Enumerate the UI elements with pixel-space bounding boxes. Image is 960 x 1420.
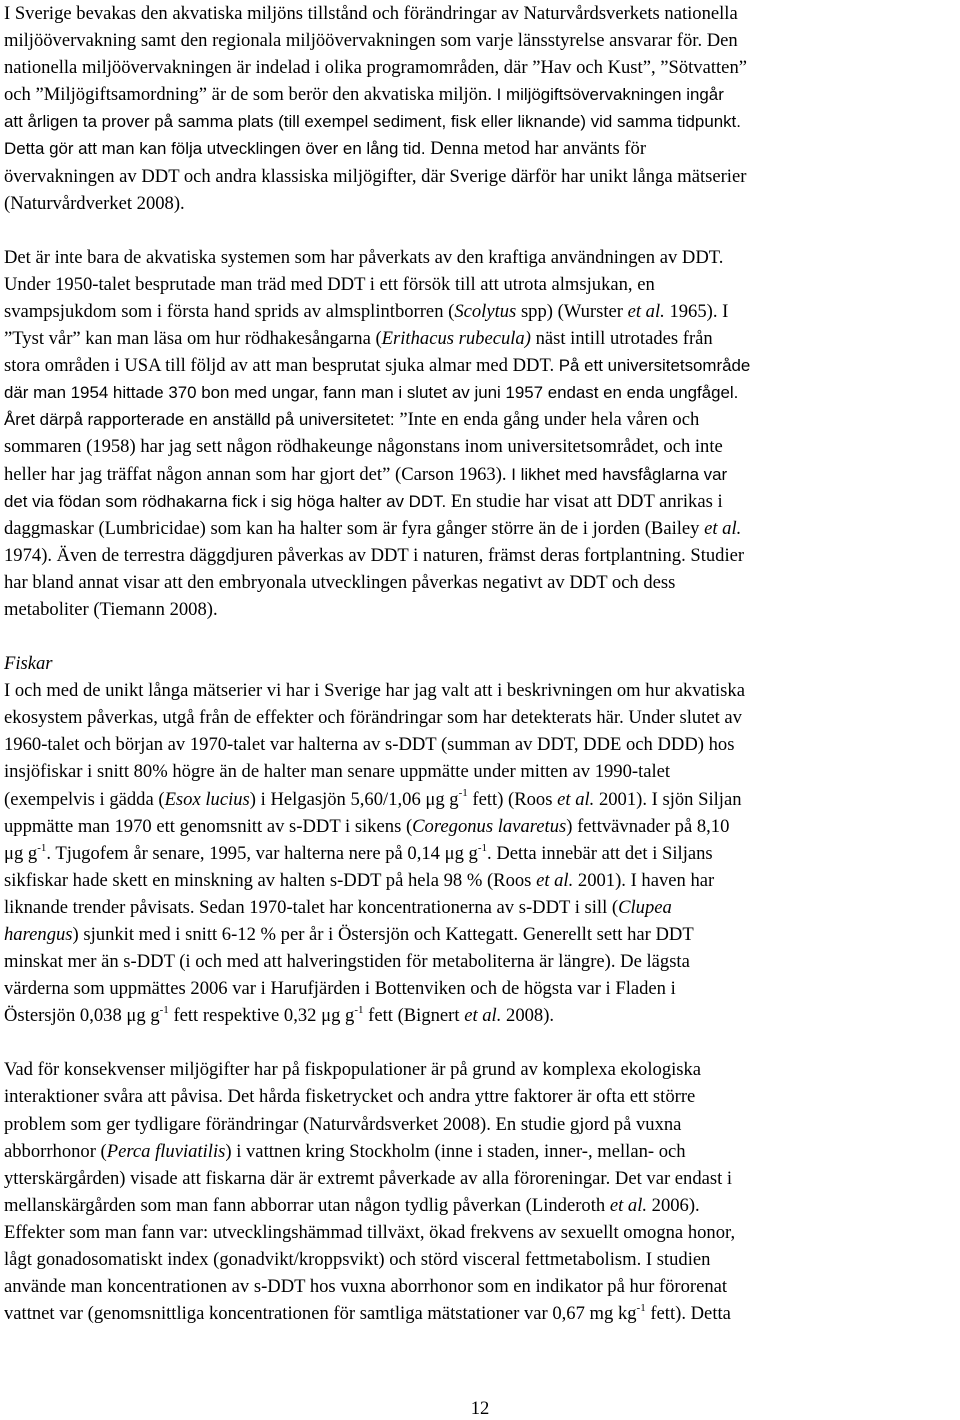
text-run: interaktioner svåra att påvisa. Det hårda fisketrycket och andra yttre faktorer är ofta ett större xyxy=(4,1086,696,1108)
text-line xyxy=(4,786,956,813)
text-line xyxy=(4,271,956,298)
text-line xyxy=(4,27,956,54)
page-number: 12 xyxy=(470,1398,490,1419)
text-run: liknande trender påvisats. Sedan 1970-talet har koncentrationerna av s-DDT i sill ( xyxy=(4,896,619,918)
text-line xyxy=(4,677,956,704)
text-run: I likhet med havsfåglarna var xyxy=(511,464,728,484)
text-line xyxy=(4,596,956,623)
text-line xyxy=(4,921,956,948)
italic-text: Erithacus rubecula) xyxy=(381,328,531,350)
text-line xyxy=(4,352,956,379)
text-run: insjöfiskar i snitt 80% högre än de halter man senare uppmätte under mitten av 1990-talet xyxy=(4,761,671,783)
text-line xyxy=(4,298,956,325)
italic-text: Clupea xyxy=(618,896,672,918)
text-line xyxy=(4,867,956,894)
text-run: ) fettvävnader på 8,10 xyxy=(566,815,730,837)
text-line xyxy=(4,758,956,785)
italic-text: et al. xyxy=(627,300,665,322)
superscript: -1 xyxy=(354,1004,364,1017)
italic-text: et al. xyxy=(704,517,742,539)
text-run: svampsjukdom som i första hand sprids av almsplintborren ( xyxy=(4,300,455,322)
superscript: -1 xyxy=(159,1004,169,1017)
text-run: Vad för konsekvenser miljögifter har på fiskpopulationer är på grund av komplexa ekologiska xyxy=(4,1059,702,1081)
text-run: ytterskärgården) visade att fiskarna där är extremt påverkade av alla föroreningar. Det var endast i xyxy=(4,1167,733,1189)
text-run: fett) (Roos xyxy=(467,788,558,810)
text-run: spp) (Wurster xyxy=(516,300,628,322)
italic-text: Coregonus lavaretus xyxy=(412,815,567,837)
italic-text: et al. xyxy=(609,1194,648,1216)
text-run: μg g xyxy=(4,842,38,864)
text-run: ) sjunkit med i snitt 6-12 % per år i Östersjön och Kattegatt. Generellt sett har DDT xyxy=(72,924,694,945)
text-line xyxy=(4,406,956,433)
text-line xyxy=(4,894,956,921)
italic-text: et al. xyxy=(464,1005,502,1027)
text-run: Detta gör att man kan följa utvecklingen över en lång tid. xyxy=(4,139,426,159)
text-line xyxy=(4,731,956,758)
text-run: heller har jag träffat någon annan som har gjort det” (Carson 1963). xyxy=(4,463,512,485)
text-run: metaboliter (Tiemann 2008). xyxy=(4,598,218,620)
text-line xyxy=(4,1273,956,1300)
italic-text: Scolytus xyxy=(454,300,517,322)
text-run: I och med de unikt långa mätserier vi har i Sverige har jag valt att i beskrivningen om hur akvatiska xyxy=(4,680,745,702)
text-run: minskat mer än s-DDT (i och med att halveringstiden för metaboliterna är längre). De lägsta xyxy=(4,951,690,973)
text-line xyxy=(4,325,956,352)
text-run: och ”Miljögiftsamordning” är de som berör den akvatiska miljön. xyxy=(4,84,497,106)
text-run: näst intill utrotades från xyxy=(530,328,713,350)
text-run: 2006). xyxy=(647,1194,700,1216)
text-run: Under 1950-talet besprutade man träd med DDT i ett försök till att utrota almsjukan, en xyxy=(4,273,655,295)
text-run: . Tjugofem år senare, 1995, var halterna nere på 0,14 μg g xyxy=(46,842,478,864)
text-line xyxy=(4,1219,956,1246)
text-line xyxy=(4,81,956,108)
text-run: övervakningen av DDT och andra klassiska miljögifter, där Sverige därför har unikt långa mätserier xyxy=(4,165,747,187)
text-line xyxy=(4,1138,956,1165)
text-run: stora områden i USA till följd av att man besprutat sjuka almar med DDT. xyxy=(4,355,559,377)
text-run: Effekter som man fann var: utvecklingshämmad tillväxt, ökad frekvens av sexuellt omogna honor, xyxy=(4,1221,736,1243)
text-run: abborrhonor ( xyxy=(4,1140,107,1162)
text-run: ”Inte en enda gång under hela våren och xyxy=(399,409,700,431)
text-run: har bland annat visar att den embryonala utvecklingen påverkas negativt av DDT och dess xyxy=(4,571,676,593)
text-line xyxy=(4,840,956,867)
text-line xyxy=(4,1300,956,1327)
text-run: På ett universitetsområde xyxy=(558,356,751,376)
text-run: 2008). xyxy=(501,1005,555,1027)
text-line xyxy=(4,1002,956,1029)
text-line xyxy=(4,1165,956,1192)
italic-text: harengus xyxy=(4,924,73,945)
text-run: Året därpå rapporterade en anställd på universitetet: xyxy=(4,410,400,430)
text-run: ) i Helgasjön 5,60/1,06 μg g xyxy=(249,788,459,810)
text-line xyxy=(4,1192,956,1219)
text-run: Östersjön 0,038 μg g xyxy=(4,1005,160,1027)
text-run: En studie har visat att DDT anrikas i xyxy=(446,490,723,512)
text-line xyxy=(4,163,956,190)
text-run: mellanskärgården som man fann abborrar utan någon tydlig påverkan (Linderoth xyxy=(4,1194,610,1216)
text-line xyxy=(4,108,956,135)
paragraph xyxy=(4,0,956,217)
text-run: där man 1954 hittade 370 bon med ungar, fann man i slutet av juni 1957 endast en enda ungfågel. xyxy=(4,383,739,403)
text-run: sommaren (1958) har jag sett någon rödhakeunge någonstans inom universitetsområdet, och inte xyxy=(4,436,723,458)
text-line xyxy=(4,379,956,406)
superscript: -1 xyxy=(636,1302,646,1315)
text-run: 2001). I haven har xyxy=(573,869,715,891)
text-line xyxy=(4,542,956,569)
text-run: daggmaskar (Lumbricidae) som kan ha halter som är fyra gånger större än de i jorden (Bailey xyxy=(4,517,705,539)
superscript: -1 xyxy=(477,841,488,854)
text-line xyxy=(4,1111,956,1138)
text-line xyxy=(4,813,956,840)
text-run: sikfiskar hade skett en minskning av halten s-DDT på hela 98 % (Roos xyxy=(4,869,537,891)
paragraph xyxy=(4,1056,956,1327)
italic-text: et al. xyxy=(557,788,595,810)
text-run: . Detta innebär att det i Siljans xyxy=(487,842,713,864)
text-line xyxy=(4,488,956,515)
italic-text: et al. xyxy=(536,869,574,891)
text-line xyxy=(4,433,956,460)
text-run: uppmätte man 1970 ett genomsnitt av s-DDT i sikens ( xyxy=(4,815,413,837)
text-run: 2001). I sjön Siljan xyxy=(594,788,742,810)
text-run: 1960-talet och början av 1970-talet var halterna av s-DDT (summan av DDT, DDE och DDD) hos xyxy=(4,734,735,756)
text-run: Denna metod har använts för xyxy=(425,138,647,160)
text-run: nationella miljöövervakningen är indelad i olika programområden, där ”Hav och Kust”, ”Sötvatten” xyxy=(4,57,747,79)
text-line xyxy=(4,190,956,217)
text-line xyxy=(4,1056,956,1083)
paragraph xyxy=(4,244,956,623)
text-line xyxy=(4,975,956,1002)
text-line xyxy=(4,515,956,542)
text-run: I miljögiftsövervakningen ingår xyxy=(496,85,724,105)
text-run: ekosystem påverkas, utgå från de effekter och förändringar som har detekterats här. Under slutet av xyxy=(4,707,742,729)
text-run: I Sverige bevakas den akvatiska miljöns tillstånd och förändringar av Naturvårdsverkets nationella xyxy=(4,3,738,24)
text-run: 1974). Även de terrestra däggdjuren påverkas av DDT i naturen, främst deras fortplantning. Studier xyxy=(4,544,745,566)
section-heading: Fiskar xyxy=(4,653,53,675)
text-run: (Naturvårdverket 2008). xyxy=(4,192,185,214)
text-run: miljöövervakning samt den regionala miljöövervakningen som varje länsstyrelse ansvarar för. Den xyxy=(4,30,738,52)
text-run: fett). Detta xyxy=(645,1303,731,1325)
text-run: (exempelvis i gädda ( xyxy=(4,788,165,810)
text-line xyxy=(4,569,956,596)
superscript: -1 xyxy=(458,787,468,800)
text-line xyxy=(4,704,956,731)
text-run: lågt gonadosomatiskt index (gonadvikt/kroppsvikt) och störd visceral fettmetabolism. I studien xyxy=(4,1249,711,1271)
text-run: 1965). I xyxy=(664,300,729,322)
text-line xyxy=(4,0,956,27)
text-run: ) i vattnen kring Stockholm (inne i staden, inner-, mellan- och xyxy=(225,1140,686,1162)
text-line xyxy=(4,54,956,81)
superscript: -1 xyxy=(37,841,47,854)
text-run: fett (Bignert xyxy=(363,1005,465,1027)
italic-text: Perca fluviatilis xyxy=(106,1140,226,1162)
text-line xyxy=(4,1246,956,1273)
text-run: Det är inte bara de akvatiska systemen som har påverkats av den kraftiga användningen av DDT. xyxy=(4,246,724,268)
text-line xyxy=(4,244,956,271)
text-run: det via födan som rödhakarna fick i sig höga halter av DDT. xyxy=(4,491,447,511)
text-run: använde man koncentrationen av s-DDT hos vuxna aborrhonor som en indikator på hur förorenat xyxy=(4,1276,728,1298)
text-line xyxy=(4,948,956,975)
text-run: ”Tyst vår” kan man läsa om hur rödhakesångarna ( xyxy=(4,328,382,350)
text-line xyxy=(4,461,956,488)
text-run: värderna som uppmättes 2006 var i Harufjärden i Bottenviken och de högsta var i Fladen i xyxy=(4,978,676,1000)
text-line xyxy=(4,135,956,162)
text-run: att årligen ta prover på samma plats (till exempel sediment, fisk eller liknande) vid samma tidpunkt. xyxy=(4,112,741,132)
text-run: fett respektive 0,32 μg g xyxy=(168,1005,355,1027)
italic-text: Esox lucius xyxy=(164,788,250,810)
text-run: vattnet var (genomsnittliga koncentrationen för samtliga mätstationer var 0,67 mg kg xyxy=(4,1303,637,1325)
text-run: problem som ger tydligare förändringar (Naturvårdsverket 2008). En studie gjord på vuxna xyxy=(4,1113,682,1135)
document-body xyxy=(4,0,956,1354)
paragraph xyxy=(4,650,956,1029)
text-line xyxy=(4,1083,956,1110)
